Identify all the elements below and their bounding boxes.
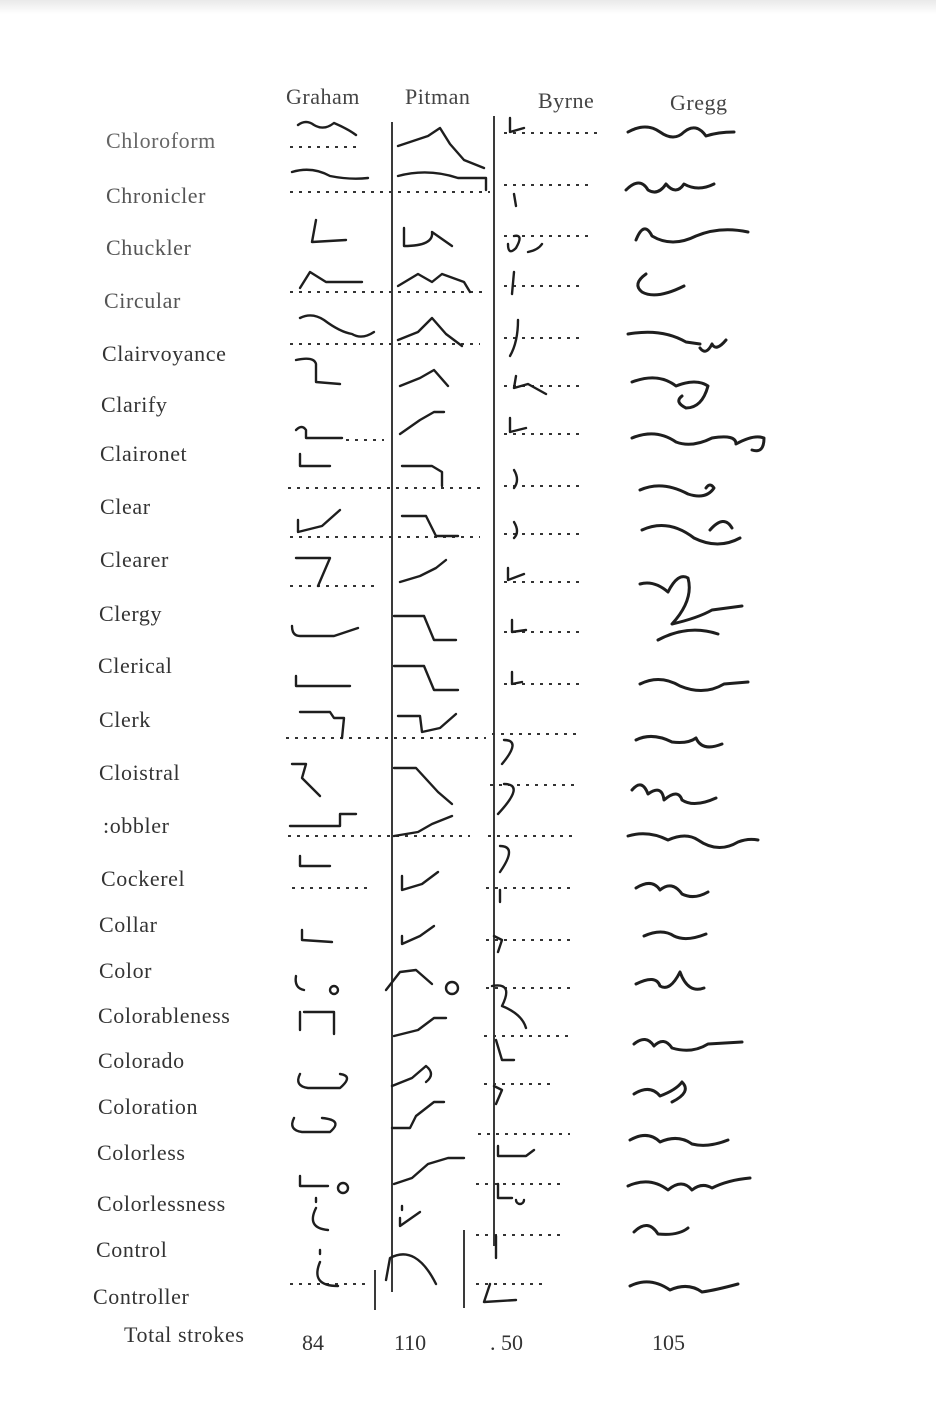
byrne-column-outlines [484, 118, 546, 1302]
total-pitman: 110 [394, 1330, 427, 1355]
word-label: Cloistral [99, 760, 181, 785]
word-label: Claironet [100, 441, 188, 466]
word-label: Color [99, 958, 153, 983]
word-label: :obbler [103, 813, 170, 838]
column-heading-pitman: Pitman [405, 84, 471, 109]
word-label: Controller [93, 1284, 190, 1309]
total-gregg: 105 [652, 1330, 685, 1355]
word-label: Clear [100, 494, 151, 519]
word-label: Circular [104, 288, 181, 313]
total-graham: 84 [302, 1330, 324, 1355]
pitman-column-outlines [386, 128, 486, 1284]
gregg-column-outlines [626, 127, 764, 1292]
word-label: Clarify [101, 392, 168, 417]
word-label: Chloroform [106, 128, 216, 153]
graham-column-outlines [290, 122, 374, 1286]
word-label: Clairvoyance [102, 341, 227, 366]
word-label: Colorableness [98, 1003, 231, 1028]
word-label: Control [96, 1237, 168, 1262]
word-label: Clerk [99, 707, 151, 732]
dotted-guide-lines [286, 133, 600, 1284]
word-label: Clergy [99, 601, 163, 626]
word-label: Clearer [100, 547, 169, 572]
column-heading-graham: Graham [286, 84, 360, 109]
column-heading-byrne: Byrne [538, 88, 595, 113]
column-heading-gregg: Gregg [670, 90, 728, 115]
word-label: Cockerel [101, 866, 186, 891]
word-label: Colorlessness [97, 1191, 226, 1216]
word-label: Chuckler [106, 235, 192, 260]
word-label: Coloration [98, 1094, 199, 1119]
word-label: Collar [99, 912, 158, 937]
word-label: Colorado [98, 1048, 185, 1073]
total-byrne: . 50 [490, 1330, 523, 1355]
word-label: Chronicler [106, 183, 207, 208]
word-label: Colorless [97, 1140, 186, 1165]
word-label: Clerical [98, 653, 173, 678]
totals-label: Total strokes [124, 1322, 245, 1347]
